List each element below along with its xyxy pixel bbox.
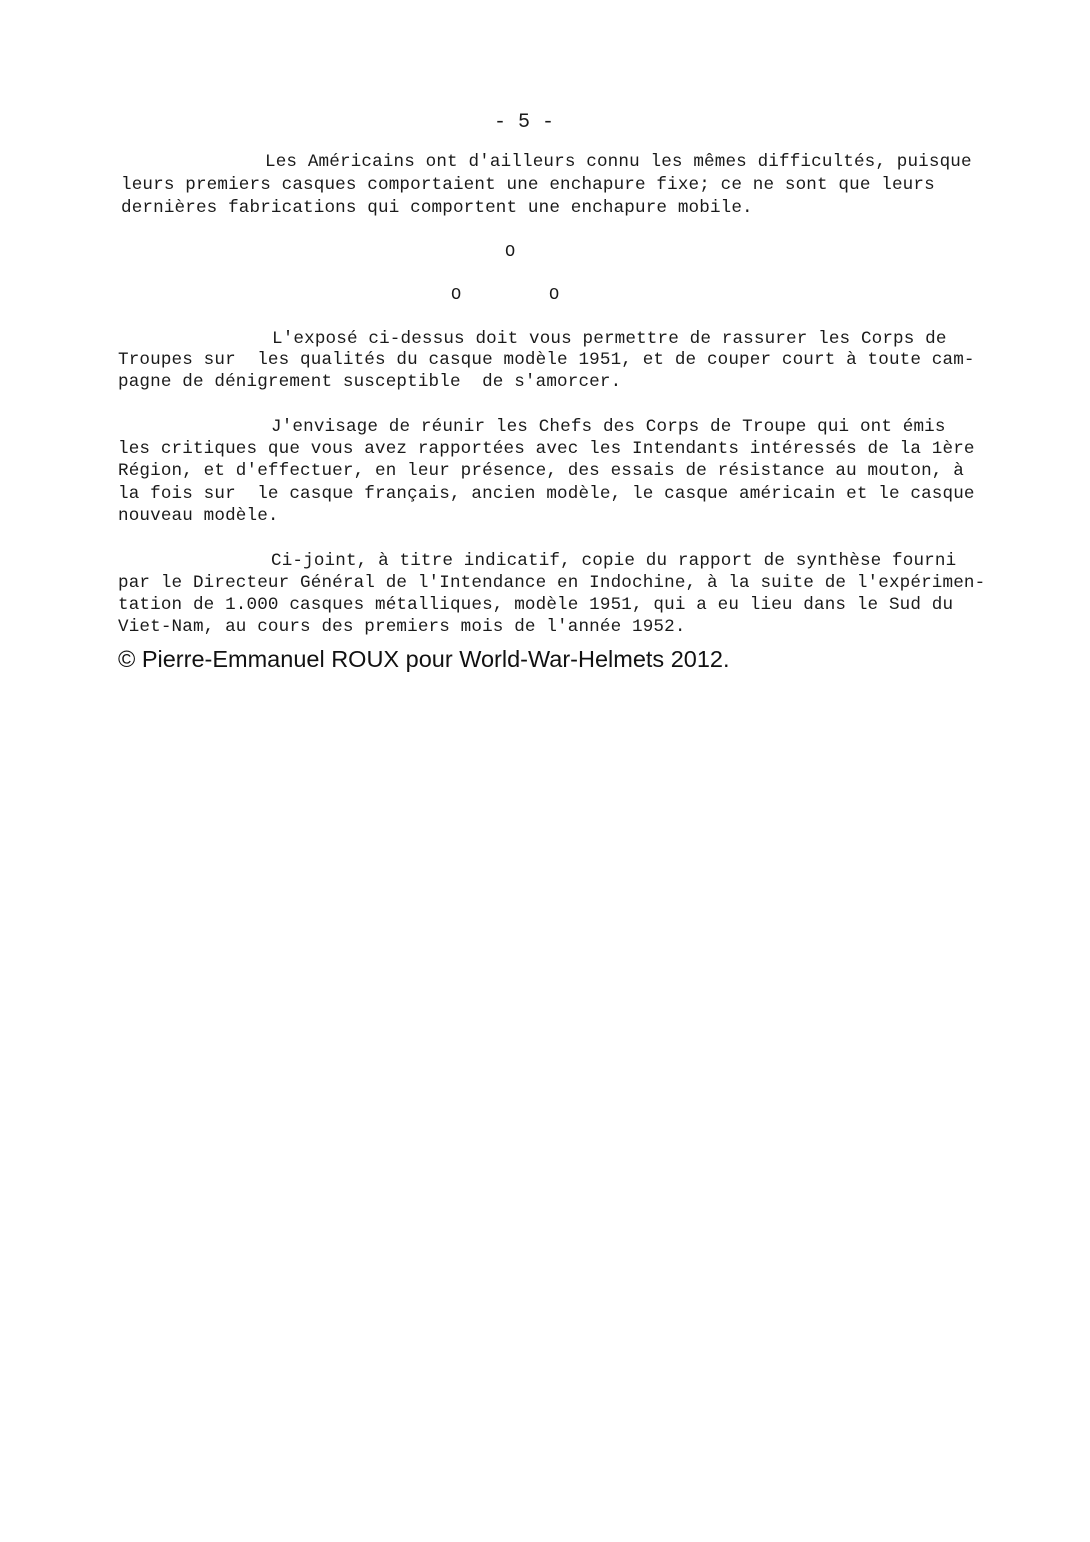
separator-mark-left: O	[451, 286, 462, 305]
page-number: - 5 -	[494, 111, 555, 134]
text-line: L'exposé ci-dessus doit vous permettre de rassurer les Corps de	[272, 329, 947, 349]
text-line: la fois sur le casque français, ancien modèle, le casque américain et le casque	[118, 484, 975, 504]
text-line: nouveau modèle.	[118, 506, 279, 526]
text-line: Les Américains ont d'ailleurs connu les mêmes difficultés, puisque	[265, 152, 972, 172]
text-line: dernières fabrications qui comportent une enchapure mobile.	[121, 198, 753, 218]
text-line: les critiques que vous avez rapportées avec les Intendants intéressés de la 1ère	[118, 439, 975, 459]
text-line: par le Directeur Général de l'Intendance en Indochine, à la suite de l'expérimen-	[118, 573, 986, 593]
text-line: tation de 1.000 casques métalliques, modèle 1951, qui a eu lieu dans le Sud du	[118, 595, 954, 615]
separator-mark-right: O	[549, 286, 560, 305]
copyright-notice: © Pierre-Emmanuel ROUX pour World-War-Helmets 2012.	[118, 646, 730, 672]
text-line: Région, et d'effectuer, en leur présence, des essais de résistance au mouton, à	[118, 461, 964, 481]
text-line: Troupes sur les qualités du casque modèle 1951, et de couper court à toute cam-	[118, 350, 975, 370]
text-line: J'envisage de réunir les Chefs des Corps de Troupe qui ont émis	[271, 417, 946, 437]
text-line: Ci-joint, à titre indicatif, copie du rapport de synthèse fourni	[271, 551, 957, 571]
separator-mark-top: O	[505, 243, 516, 262]
text-line: Viet-Nam, au cours des premiers mois de l'année 1952.	[118, 617, 686, 637]
text-line: leurs premiers casques comportaient une enchapure fixe; ce ne sont que leurs	[121, 175, 935, 195]
text-line: pagne de dénigrement susceptible de s'amorcer.	[118, 372, 622, 392]
